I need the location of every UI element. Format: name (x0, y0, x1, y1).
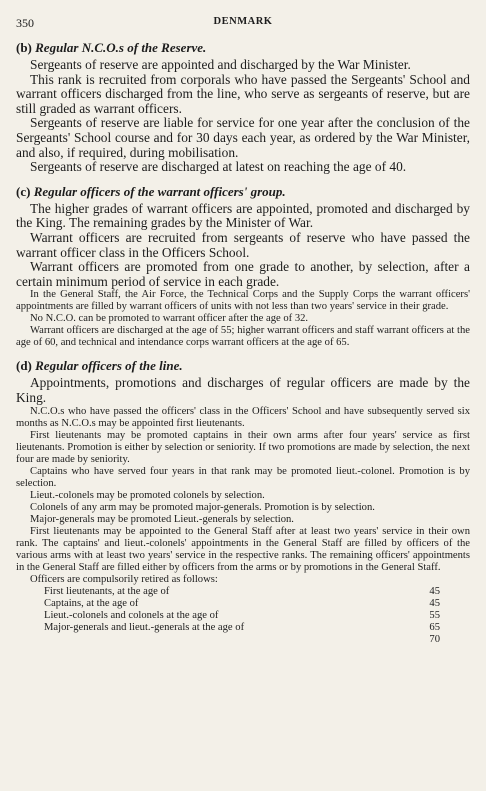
small-paragraph: No N.C.O. can be promoted to warrant officer after the age of 32. (30, 313, 309, 325)
paragraph: Sergeants of reserve are liable for service for one year after the conclusion of the Sergeants' School course and for 30 days each year, as ordered by the War Minister, and also, if required, during mobilisation. (16, 115, 470, 160)
table-row (16, 586, 470, 598)
section-d-title: Regular officers of the line. (35, 358, 183, 374)
section-b-label: (b) (16, 40, 32, 55)
section-c (16, 184, 470, 350)
section-d-label: (d) (16, 358, 32, 374)
section-d-heading (16, 358, 470, 374)
retirement-rank: First lieutenants, at the age of (44, 585, 170, 597)
small-paragraph: In the General Staff, the Air Force, the Technical Corps and the Supply Corps the warrant officers' appointments are filled by warrant officers of units with not less than two years' service in their grade. (16, 289, 470, 313)
retirement-age: 70 (429, 633, 440, 645)
retirement-age: 45 (429, 597, 440, 609)
retirement-age: 65 (429, 621, 440, 633)
table-row (16, 622, 470, 634)
retirement-ages-table (16, 586, 470, 646)
section-c-title: Regular officers of the warrant officers' group. (33, 183, 286, 199)
section-c-label: (c) (16, 183, 31, 199)
paragraph: Sergeants of reserve are appointed and discharged by the War Minister. (30, 57, 411, 72)
retirement-age: 55 (429, 609, 440, 621)
section-b-heading (16, 40, 470, 56)
small-paragraph: Captains who have served four years in that rank may be promoted lieut.-colonel. Promotion is by selection. (16, 465, 470, 489)
paragraph: Warrant officers are promoted from one grade to another, by selection, after a certain minimum period of service in each grade. (16, 259, 470, 289)
paragraph: The higher grades of warrant officers are appointed, promoted and discharged by the King. The remaining grades by the Minister of War. (16, 200, 470, 231)
paragraph: Appointments, promotions and discharges of regular officers are made by the King. (16, 375, 470, 405)
table-row (16, 610, 470, 622)
table-row (16, 598, 470, 610)
section-b-title: Regular N.C.O.s of the Reserve. (35, 40, 207, 55)
section-b (16, 40, 470, 175)
page-header (16, 14, 470, 36)
retirement-rank: Major-generals and lieut.-generals at the age of (44, 621, 245, 633)
retirement-rank: Lieut.-colonels and colonels at the age of (44, 609, 219, 621)
page-number: 350 (16, 16, 34, 30)
section-c-heading (16, 184, 470, 200)
small-paragraph: N.C.O.s who have passed the officers' class in the Officers' School and have subsequently served six months as N.C.O.s may be appointed first lieutenants. (16, 405, 470, 429)
small-paragraph: Warrant officers are discharged at the age of 55; higher warrant officers and staff warrant officers at the age of 60, and technical and intendance corps warrant officers at the age of 65. (16, 325, 470, 349)
small-paragraph: Major-generals may be promoted Lieut.-generals by selection. (30, 513, 294, 525)
retirement-rank (16, 634, 400, 646)
retirement-rank: Captains, at the age of (44, 597, 139, 609)
small-paragraph: First lieutenants may be promoted captains in their own arms after four years' service as first lieutenants. Promotion is either by selection or seniority. If two promotions are made by selection, the next four are made by seniority. (16, 429, 470, 465)
small-paragraph: Colonels of any arm may be promoted major-generals. Promotion is by selection. (30, 501, 375, 513)
table-row (16, 634, 470, 646)
small-paragraph: Lieut.-colonels may be promoted colonels by selection. (30, 489, 265, 501)
small-paragraph: First lieutenants may be appointed to the General Staff after at least two years' service in their own rank. The captains' and lieut.-colonels' appointments in the General Staff are filled by officers of the various arms with at least two years' service in the respective ranks. The remaining officers' appointments in the General Staff are filled either by officers from the arms or by promotions in the General Staff. (16, 525, 470, 573)
paragraph: This rank is recruited from corporals who have passed the Sergeants' School and warrant officers discharged from the line, who serve as sergeants of reserve, but are still graded as warrant officers. (16, 71, 470, 116)
paragraph: Warrant officers are recruited from sergeants of reserve who have passed the warrant officer class in the Officers School. (16, 229, 470, 260)
small-paragraph: Officers are compulsorily retired as follows: (30, 573, 218, 585)
paragraph: Sergeants of reserve are discharged at latest on reaching the age of 40. (30, 159, 407, 175)
running-title: DENMARK (213, 16, 273, 27)
section-d (16, 358, 470, 645)
retirement-age: 45 (429, 585, 440, 597)
